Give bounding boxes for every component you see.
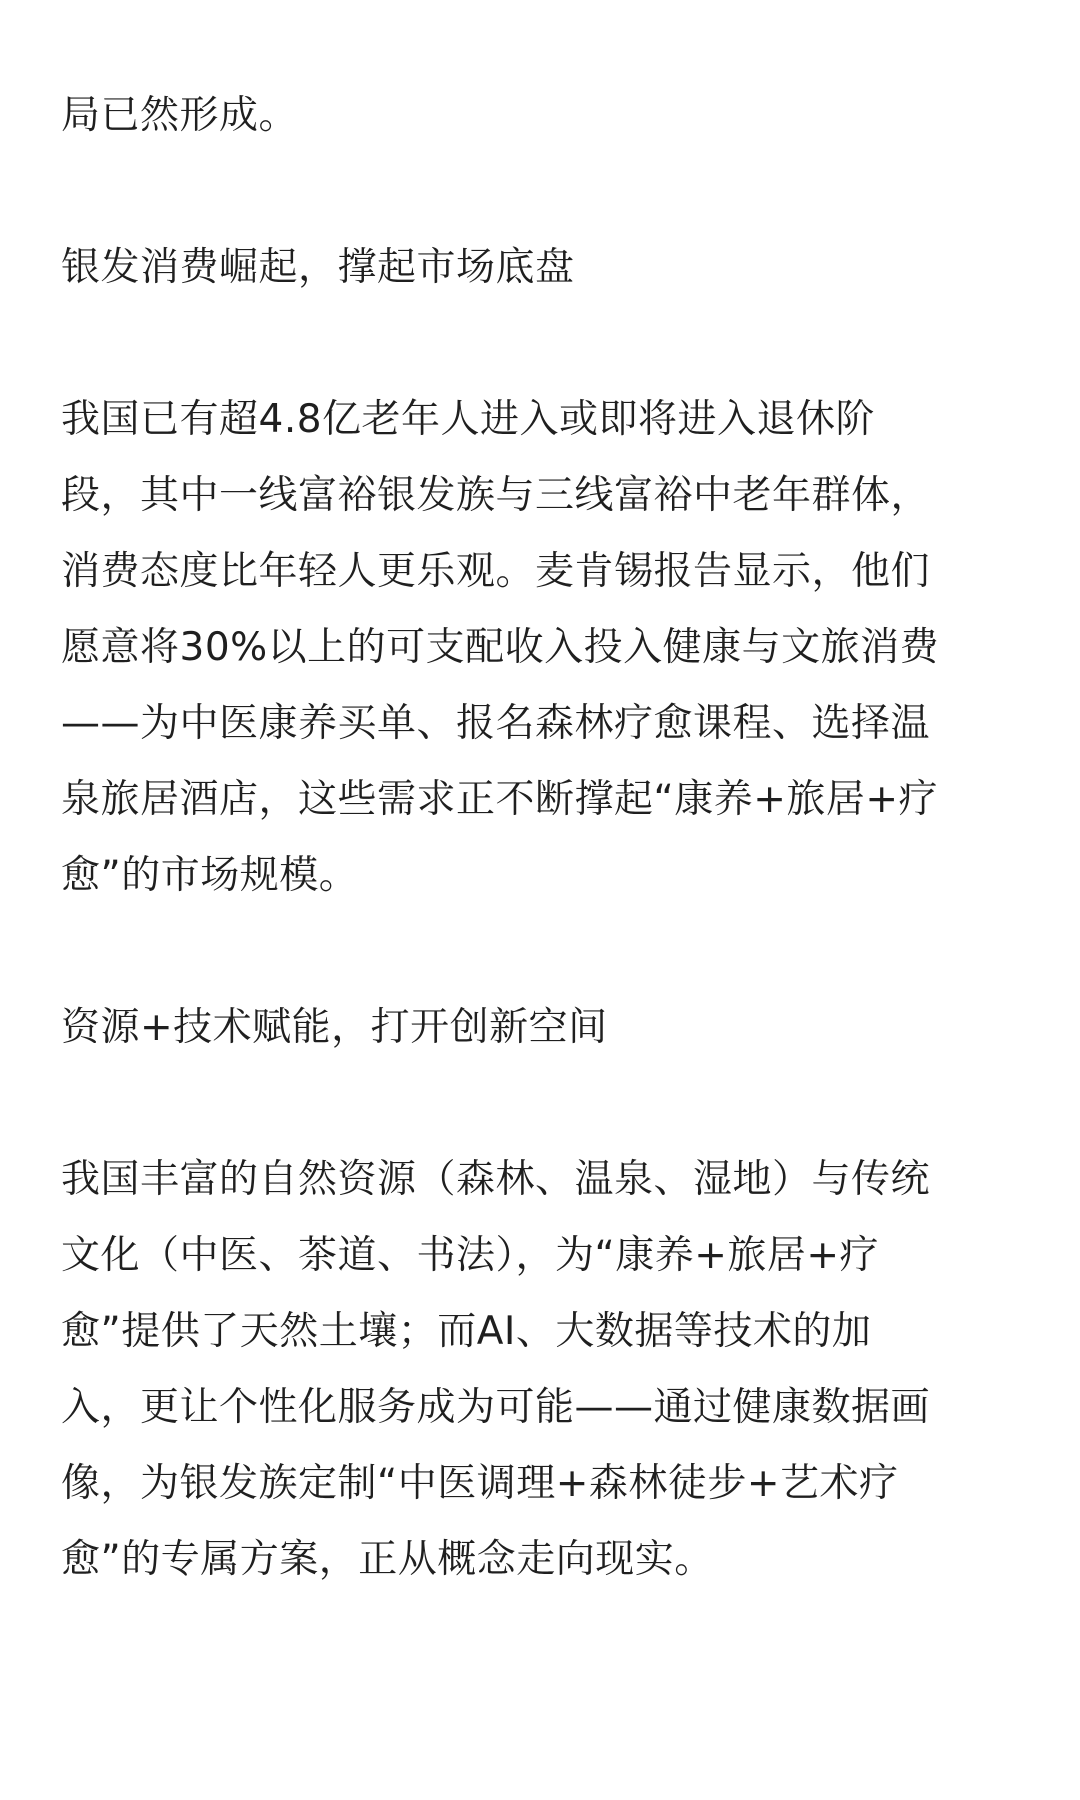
paragraph-spacer	[61, 154, 1031, 230]
paragraph-spacer	[61, 306, 1031, 382]
paragraph-resources-technology	[61, 1142, 1031, 1598]
paragraph-spacer	[61, 914, 1031, 990]
paragraph-silver-consumption	[61, 382, 1031, 914]
text-line: 段，其中一线富裕银发族与三线富裕中老年群体，	[61, 473, 931, 518]
text-line: 愈”提供了天然土壤；而AI、大数据等技术的加	[61, 1309, 872, 1354]
text-line: 局已然形成。	[61, 93, 299, 138]
text-line: 愈”的市场规模。	[61, 853, 359, 898]
text-line: 泉旅居酒店，这些需求正不断撑起“康养+旅居+疗	[61, 777, 939, 822]
section-heading-resources-technology	[61, 990, 1031, 1066]
paragraph-intro-tail	[61, 78, 1031, 154]
text-line: ——为中医康养买单、报名森林疗愈课程、选择温	[61, 701, 931, 746]
text-line: 愿意将30%以上的可支配收入投入健康与文旅消费	[61, 625, 940, 670]
text-line: 银发消费崛起，撑起市场底盘	[61, 245, 575, 290]
text-line: 消费态度比年轻人更乐观。麦肯锡报告显示，他们	[61, 549, 931, 594]
text-line: 入，更让个性化服务成为可能——通过健康数据画	[61, 1385, 931, 1430]
text-line: 文化（中医、茶道、书法），为“康养+旅居+疗	[61, 1233, 880, 1278]
text-line: 愈”的专属方案，正从概念走向现实。	[61, 1537, 714, 1582]
article-body	[61, 78, 1031, 1598]
text-line: 像，为银发族定制“中医调理+森林徒步+艺术疗	[61, 1461, 899, 1506]
text-line: 我国已有超4.8亿老年人进入或即将进入退休阶	[61, 397, 876, 442]
paragraph-spacer	[61, 1066, 1031, 1142]
section-heading-silver-consumption	[61, 230, 1031, 306]
text-line: 资源+技术赋能，打开创新空间	[61, 1005, 608, 1050]
text-line: 我国丰富的自然资源（森林、温泉、湿地）与传统	[61, 1157, 931, 1202]
